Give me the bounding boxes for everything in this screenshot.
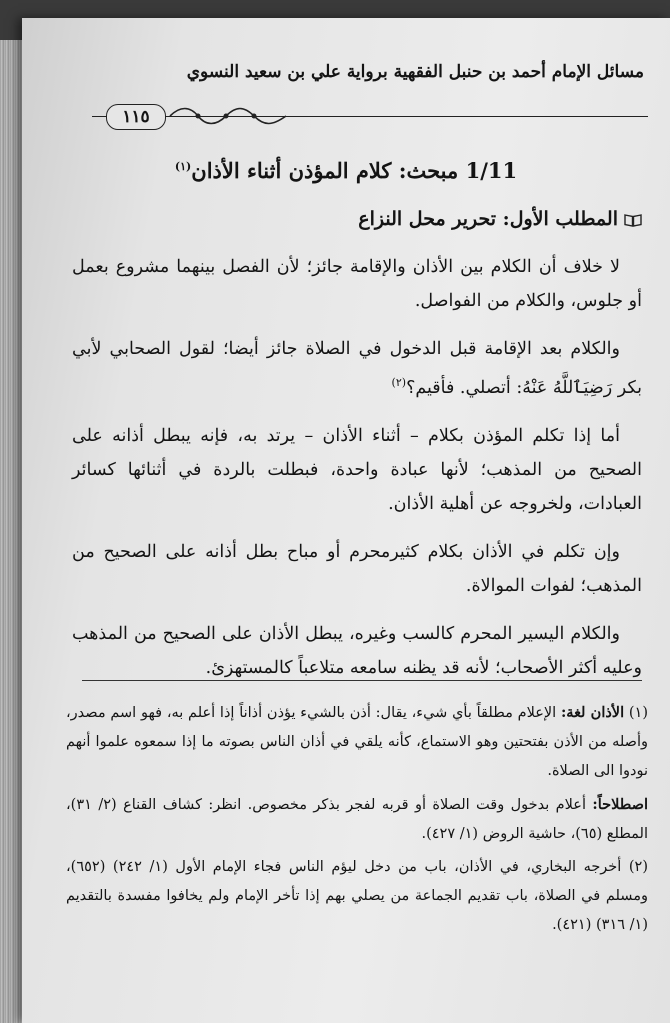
section-title — [22, 158, 670, 183]
book-icon — [624, 213, 642, 227]
paragraph-text: والكلام بعد الإقامة قبل الدخول في الصلاة جائز أيضا؛ لقول الصحابي لأبي بكر رَضِيَٱللَّهُ عَنْهُ: أتصلي. فأقيم؟ — [72, 339, 642, 398]
book-page — [22, 18, 670, 1023]
paragraph-footnote-mark: (٢) — [391, 376, 407, 389]
footnote-text: أعلام بدخول وقت الصلاة أو قربه لفجر بذكر مخصوص. انظر: كشاف القناع (٢/ ٣١)، المطلع (٦٥)، حاشية الروض (١/ ٤٢٧). — [66, 797, 648, 842]
paragraph: لا خلاف أن الكلام بين الأذان والإقامة جائز؛ لأن الفصل بينهما مشروع بعمل أو جلوس، والكلام من الفواصل. — [72, 257, 642, 311]
footnote — [66, 698, 648, 786]
ornament-icon — [168, 104, 288, 128]
body-text — [72, 250, 642, 699]
paragraph: أما إذا تكلم المؤذن بكلام – أثناء الأذان – يرتد به، فإنه يبطل أذانه على الصحيح من المذهب؛ لأنها عبادة واحدة، فبطلت بالردة في أثنائها كسائر العبادات، ولخروجه عن أهلية الأذان. — [72, 425, 642, 514]
subheading-text: المطلب الأول: تحرير محل النزاع — [358, 208, 618, 230]
footnotes — [66, 698, 648, 944]
paragraph: وإن تكلم في الأذان بكلام كثيرمحرم أو مباح بطل أذانه على الصحيح من المذهب؛ لفوات الموالاة. — [72, 541, 642, 596]
paragraph: والكلام اليسير المحرم كالسب وغيره، يبطل الأذان على الصحيح من المذهب وعليه أكثر الأصحاب؛ لأنه قد يظنه سامعه متلاعباً كالمستهزئ. — [72, 623, 642, 678]
subheading — [358, 208, 642, 230]
footnote-lead: اصطلاحاً: — [592, 796, 649, 813]
footnote-number: (٢) — [628, 859, 648, 875]
footnote-text: أخرجه البخاري، في الأذان، باب من دخل ليؤم الناس فجاء الإمام الأول (١/ ٢٤٢) (٦٥٢)، ومسلم في الصلاة، باب تقديم الجماعة من يصلي بهم إذا تأخر الإمام ولم يخافوا مفسدة بالتقديم (١/ ٣١٦) (٤٢١). — [66, 859, 648, 933]
running-header: مسائل الإمام أحمد بن حنبل الفقهية برواية علي بن سعيد النسوي — [186, 62, 644, 82]
page-number: ١١٥ — [106, 104, 166, 130]
footnote-text: الإعلام مطلقاً بأي شيء، يقال: أذن بالشيء يؤذن أذاناً إذا أعلم به، فهو اسم مصدر، وأصله من الأذن بفتحتين وهو الاستماع، كأنه يلقي في أذان الناس بصوته ما إذا سمعوه علموا أنهم نودوا الى الصلاة. — [66, 705, 648, 779]
footnote-lead: الأذان لغة: — [560, 704, 625, 721]
section-title-footnote-mark: (١) — [174, 160, 192, 173]
paragraph — [72, 332, 642, 405]
section-title-text: 1/11 مبحث: كلام المؤذن أثناء الأذان — [191, 158, 518, 183]
footnote — [66, 853, 648, 940]
footnote-separator — [82, 680, 642, 681]
footnote-number: (١) — [628, 705, 648, 721]
footnote — [66, 790, 648, 849]
